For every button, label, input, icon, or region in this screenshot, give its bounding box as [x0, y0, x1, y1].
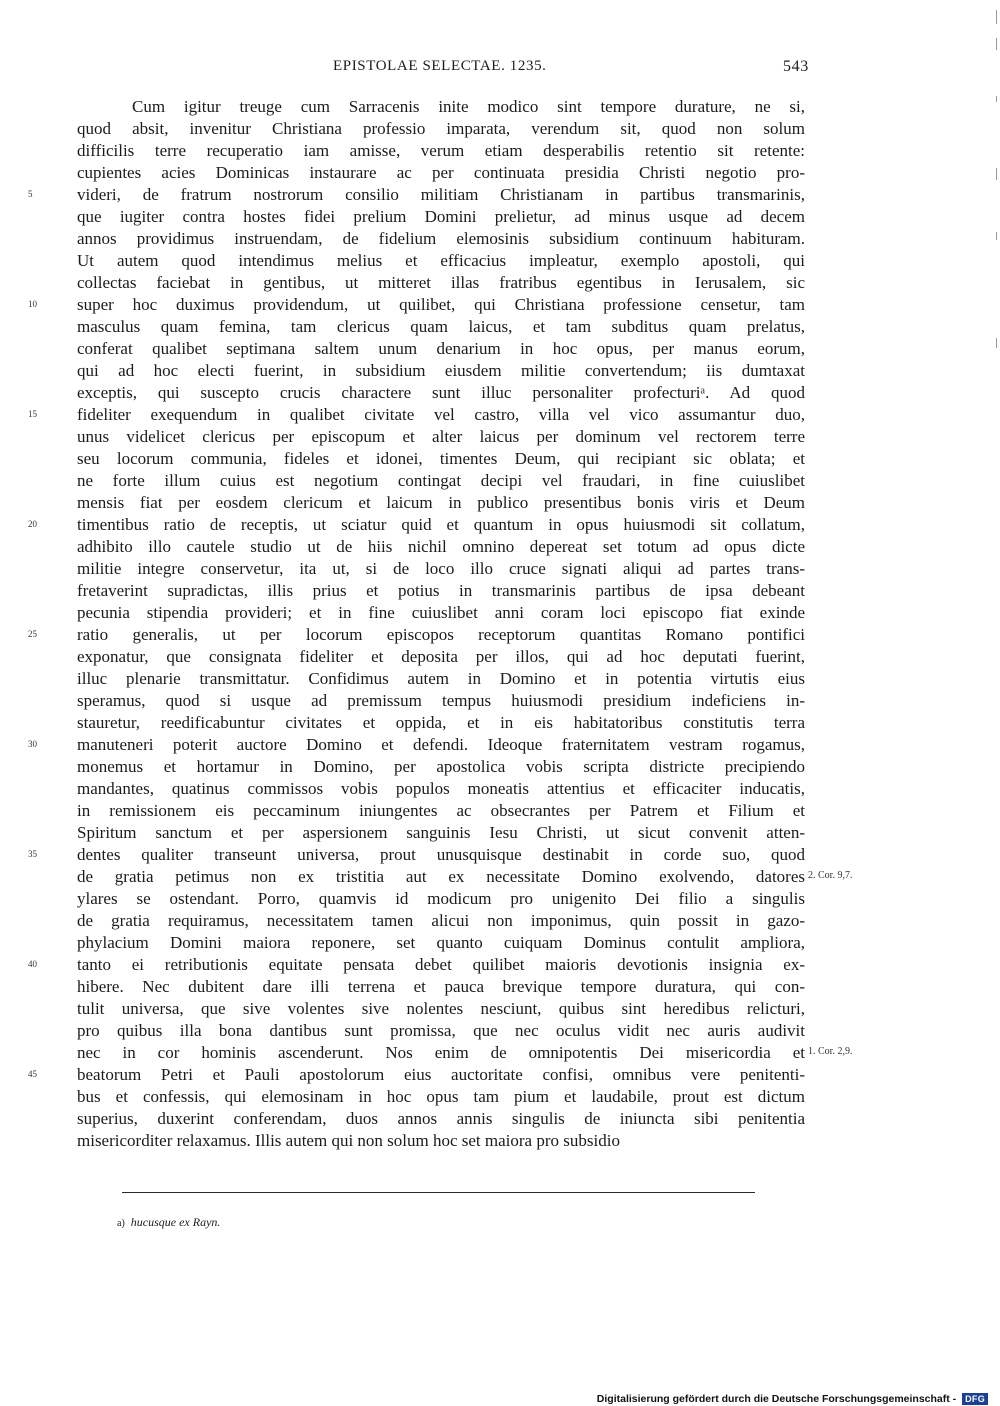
text-line: tulit universa, que sive volentes sive nolentes nesciunt, quibus sint heredibus relicturi,	[77, 999, 805, 1018]
text-line: unus videlicet clericus per episcopum et alter laicus per dominum vel rectorem terre	[77, 427, 805, 446]
text-line: ne forte illum cuius est negotium contingat decipi vel fraudari, in fine cuiuslibet	[77, 471, 805, 490]
line-number: 45	[28, 1069, 37, 1079]
line-number: 25	[28, 629, 37, 639]
text-line: beatorum Petri et Pauli apostolorum eius auctoritate confisi, omnibus vere penitenti-	[77, 1065, 805, 1084]
text-line: monemus et hortamur in Domino, per apostolica vobis scripta districte precipiendo	[77, 757, 805, 776]
text-line: in remissionem eis peccaminum iniungentes ac obsecrantes per Patrem et Filium et	[77, 801, 805, 820]
line-number: 35	[28, 849, 37, 859]
scan-edge-mark	[996, 10, 997, 24]
text-line: videri, de fratrum nostrorum consilio militiam Christianam in partibus transmarinis,	[77, 185, 805, 204]
line-number: 10	[28, 299, 37, 309]
text-line: adhibito illo cautele studio ut de hiis nichil omnino depereat set totum ad opus dicte	[77, 537, 805, 556]
line-number: 30	[28, 739, 37, 749]
text-line: misericorditer relaxamus. Illis autem qui non solum hoc set maiora pro subsidio	[77, 1131, 620, 1150]
scan-edge-mark	[996, 96, 997, 102]
scan-edge-mark	[996, 232, 997, 240]
text-line: seu locorum communia, fideles et idonei, timentes Deum, qui recipiant sic oblata; et	[77, 449, 805, 468]
text-line: manuteneri poterit auctore Domino et defendi. Ideoque fraternitatem vestram rogamus,	[77, 735, 805, 754]
text-line: que iugiter contra hostes fidei prelium Domini prelietur, ad minus usque ad decem	[77, 207, 805, 226]
digitization-credit	[597, 1393, 988, 1406]
text-line: quod absit, invenitur Christiana professio imparata, verendum sit, quod non solum	[77, 119, 805, 138]
text-line: dentes qualiter transeunt universa, prout unusquisque destinabit in corde suo, quod	[77, 845, 805, 864]
text-line: pecunia stipendia provideri; et in fine cuiuslibet anni coram loci episcopo fiat exinde	[77, 603, 805, 622]
text-line: super hoc duximus providendum, ut quilibet, qui Christiana professione censetur, tam	[77, 295, 805, 314]
text-line: annos providimus instruendam, de fidelium elemosinis subsidium continuum habituram.	[77, 229, 805, 248]
scan-edge-mark	[996, 38, 997, 50]
text-line: nec in cor hominis ascenderunt. Nos enim de omnipotentis Dei misericordia et	[77, 1043, 805, 1062]
text-line: Ut autem quod intendimus melius et efficacius impleatur, exemplo apostoli, qui	[77, 251, 805, 270]
text-line: exponatur, que consignata fideliter et deposita per illos, qui ad hoc deputati fuerint,	[77, 647, 805, 666]
margin-reference: 2. Cor. 9,7.	[808, 870, 853, 881]
line-number: 15	[28, 409, 37, 419]
scan-edge-mark	[996, 338, 997, 348]
text-line: stauretur, reedificabuntur civitates et oppida, et in eis habitatoribus constitutis terra	[77, 713, 805, 732]
text-line: timentibus ratio de receptis, ut sciatur quid et quantum in opus huiusmodi sit collatum,	[77, 515, 805, 534]
text-line: difficilis terre recuperatio iam amisse, verum etiam desperabilis retentio sit retente:	[77, 141, 805, 160]
line-number: 20	[28, 519, 37, 529]
running-title: EPISTOLAE SELECTAE. 1235.	[333, 58, 547, 74]
text-line: bus et confessis, qui elemosinam in hoc opus tam pium et laudabile, prout est dictum	[77, 1087, 805, 1106]
text-line: phylacium Domini maiora reponere, set quanto cuiquam Dominus contulit ampliora,	[77, 933, 805, 952]
text-line: de gratia petimus non ex tristitia aut ex necessitate Domino exolvendo, datores	[77, 867, 805, 886]
footnote	[117, 1214, 220, 1232]
footnote-mark: a)	[117, 1218, 125, 1229]
text-line: illuc plenarie transmittatur. Confidimus autem in Domino et in potentia virtutis eius	[77, 669, 805, 688]
text-line: pro quibus illa bona dantibus sunt promissa, que nec oculus vidit nec auris audivit	[77, 1021, 805, 1040]
text-line: qui ad hoc electi fuerint, in subsidium eiusdem militie convertendum; iis dumtaxat	[77, 361, 805, 380]
running-head	[0, 58, 1000, 80]
text-line: exceptis, qui suscepto crucis charactere sunt illuc personaliter profecturiᵃ. Ad quod	[77, 383, 805, 402]
text-line: Cum igitur treuge cum Sarracenis inite modico sint tempore durature, ne si,	[132, 97, 805, 116]
line-number: 40	[28, 959, 37, 969]
text-line: mensis fiat per eosdem clericum et laicum in publico presentibus bonis viris et Deum	[77, 493, 805, 512]
text-line: cupientes acies Dominicas instaurare ac per continuata presidia Christi negotio pro-	[77, 163, 805, 182]
text-line: mandantes, quatinus commissos vobis populos moneatis attentius et efficaciter inducatis,	[77, 779, 805, 798]
credit-text: Digitalisierung gefördert durch die Deutsche Forschungsgemeinschaft -	[596, 1393, 957, 1405]
text-line: collectas faciebat in gentibus, ut mitteret illas fratribus egentibus in Ierusalem, sic	[77, 273, 805, 292]
text-line: speramus, quod si usque ad premissum tempus huiusmodi presidium indeficiens in-	[77, 691, 805, 710]
text-line: hibere. Nec dubitent dare illi terrena et pauca brevique tempore duratura, qui con-	[77, 977, 805, 996]
text-line: masculus quam femina, tam clericus quam laicus, et tam subditus quam prelatus,	[77, 317, 805, 336]
text-line: superius, duxerint conferendam, duos annos annis singulis de iniuncta sibi penitentia	[77, 1109, 805, 1128]
text-line: militie integre conservetur, ita ut, si de loco illo cruce signati aliqui ad partes trans-	[77, 559, 805, 578]
line-number: 5	[28, 189, 33, 199]
text-line: de gratia requiramus, necessitatem tamen alicui non imponimus, quin possit in gazo-	[77, 911, 805, 930]
text-line: ylares se ostendant. Porro, quamvis id modicum pro unigenito Dei filio a singulis	[77, 889, 805, 908]
dfg-logo: DFG	[962, 1393, 988, 1405]
text-line: Spiritum sanctum et per aspersionem sanguinis Iesu Christi, ut sicut convenit atten-	[77, 823, 805, 842]
text-line: ratio generalis, ut per locorum episcopos receptorum quantitas Romano pontifici	[77, 625, 805, 644]
scan-edge-marks	[994, 0, 1000, 360]
footnote-text: hucusque ex Rayn.	[130, 1215, 221, 1229]
text-line: tanto ei retributionis equitate pensata debet quilibet maioris devotionis insignia ex-	[77, 955, 805, 974]
page-number: 543	[783, 58, 809, 75]
text-line: fideliter exequendum in qualibet civitate vel castro, villa vel vico assumantur duo,	[77, 405, 805, 424]
margin-reference: 1. Cor. 2,9.	[808, 1046, 853, 1057]
text-line: fretaverint supradictas, illis prius et potius in transmarinis partibus de ipsa debeant	[77, 581, 805, 600]
text-line: conferat qualibet septimana saltem unum denarium in hoc opus, per manus eorum,	[77, 339, 805, 358]
scan-edge-mark	[996, 168, 997, 180]
footnote-rule	[122, 1192, 755, 1193]
